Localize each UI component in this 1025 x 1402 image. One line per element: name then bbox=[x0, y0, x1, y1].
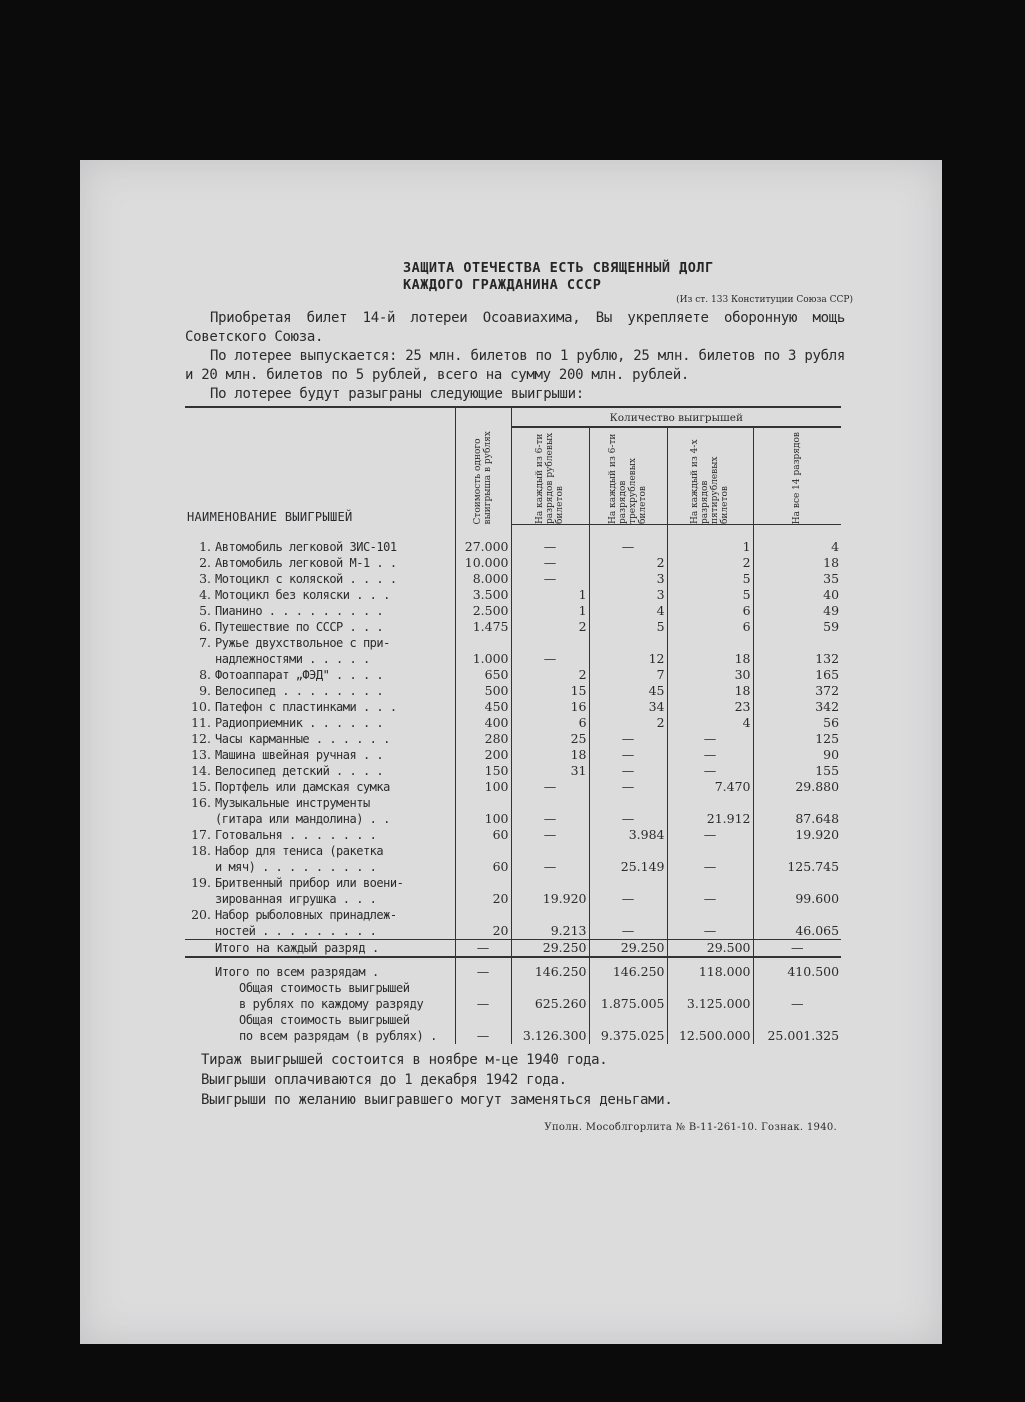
prize-name: ностей . . . . . . . . . bbox=[215, 924, 377, 938]
count-5rub: 5 bbox=[667, 587, 753, 603]
column-header-1rub: На каждый из 6-ти разрядов рублевых билетов bbox=[511, 427, 589, 525]
prize-value: 10.000 bbox=[455, 555, 511, 571]
count-total bbox=[753, 843, 841, 859]
summary-row-cost-all-ranks: Общая стоимость выигрышей по всем разрядам (в рублях) . — 3.126.300 9.375.025 12.500.000 25.001.325 bbox=[239, 1013, 840, 1043]
table-row bbox=[185, 859, 841, 875]
intro-paragraph-2: По лотерее выпускается: 25 млн. билетов по 1 рублю, 25 млн. билетов по 3 рубля и 20 млн. билетов по 5 рублей, всего на сумму 200 млн. рублей. bbox=[185, 348, 845, 383]
prize-value bbox=[455, 635, 511, 651]
count-3rub bbox=[589, 843, 667, 859]
row-number: 20. bbox=[191, 907, 211, 922]
count-1rub bbox=[511, 795, 589, 811]
prize-name: и мяч) . . . . . . . . . bbox=[215, 860, 377, 874]
row-number bbox=[185, 923, 213, 940]
prize-value bbox=[455, 843, 511, 859]
printer-imprint: Уполн. Мособлгорлита № В-11-261-10. Гознак. 1940. bbox=[544, 1122, 837, 1133]
count-1rub: 16 bbox=[511, 699, 589, 715]
prize-value: 1.475 bbox=[455, 619, 511, 635]
prize-name: Мотоцикл с коляской . . . . bbox=[215, 572, 397, 586]
prize-name: Пианино . . . . . . . . . bbox=[215, 604, 384, 618]
count-5rub: — bbox=[667, 827, 753, 843]
row-number: 8. bbox=[199, 667, 211, 682]
table-row bbox=[185, 683, 841, 699]
table-row bbox=[185, 811, 841, 827]
row-number: 2. bbox=[199, 555, 211, 570]
count-total: 165 bbox=[753, 667, 841, 683]
row-number: 4. bbox=[199, 587, 211, 602]
count-3rub: — bbox=[589, 747, 667, 763]
table-row bbox=[185, 875, 841, 891]
table-row bbox=[185, 827, 841, 843]
count-total: 99.600 bbox=[753, 891, 841, 907]
intro-paragraph-1: Приобретая билет 14-й лотереи Осоавиахима, Вы укрепляете оборонную мощь Советского Союза. bbox=[185, 310, 845, 345]
table-row bbox=[185, 619, 841, 635]
count-total: 56 bbox=[753, 715, 841, 731]
count-3rub: — bbox=[589, 811, 667, 827]
count-3rub: — bbox=[589, 763, 667, 779]
prize-value: 150 bbox=[455, 763, 511, 779]
count-1rub: — bbox=[511, 555, 589, 571]
table-row bbox=[185, 651, 841, 667]
count-3rub: 2 bbox=[589, 555, 667, 571]
constitution-source: (Из ст. 133 Конституции Союза ССР) bbox=[676, 295, 853, 305]
count-total: 90 bbox=[753, 747, 841, 763]
count-total: 49 bbox=[753, 603, 841, 619]
count-1rub: 6 bbox=[511, 715, 589, 731]
table-row bbox=[185, 843, 841, 859]
count-1rub bbox=[511, 907, 589, 923]
prize-name: Портфель или дамская сумка bbox=[215, 780, 390, 794]
table-row bbox=[185, 779, 841, 795]
row-number: 11. bbox=[191, 715, 211, 730]
count-5rub: 4 bbox=[667, 715, 753, 731]
prize-value bbox=[455, 907, 511, 923]
count-3rub: 3.984 bbox=[589, 827, 667, 843]
prize-name: Готовальня . . . . . . . bbox=[215, 828, 377, 842]
count-1rub: — bbox=[511, 827, 589, 843]
prize-name: Часы карманные . . . . . . bbox=[215, 732, 390, 746]
row-number: 15. bbox=[191, 779, 211, 794]
count-3rub: 3 bbox=[589, 587, 667, 603]
count-total: 132 bbox=[753, 651, 841, 667]
prize-rows bbox=[185, 525, 841, 940]
summary-row-cost-per-rank: Общая стоимость выигрышей в рублях по каждому разряду — 625.260 1.875.005 3.125.000 — bbox=[185, 980, 841, 1012]
prize-value: 650 bbox=[455, 667, 511, 683]
prize-name: Набор рыболовных принадлеж- bbox=[215, 908, 397, 922]
prize-name: Радиоприемник . . . . . . bbox=[215, 716, 384, 730]
count-total bbox=[753, 795, 841, 811]
table-row bbox=[185, 699, 841, 715]
prize-name: надлежностями . . . . . bbox=[215, 652, 370, 666]
row-number: 12. bbox=[191, 731, 211, 746]
count-5rub: 1 bbox=[667, 539, 753, 555]
row-number: 10. bbox=[191, 699, 211, 714]
count-total: 40 bbox=[753, 587, 841, 603]
table-row bbox=[185, 587, 841, 603]
count-1rub: 2 bbox=[511, 667, 589, 683]
count-1rub: 19.920 bbox=[511, 891, 589, 907]
table-row bbox=[185, 571, 841, 587]
count-5rub bbox=[667, 795, 753, 811]
prize-value: 100 bbox=[455, 811, 511, 827]
count-total: 4 bbox=[753, 539, 841, 555]
table-row bbox=[185, 747, 841, 763]
count-3rub: — bbox=[589, 731, 667, 747]
column-header-5rub: На каждый из 4-х разрядов пятирублевых билетов bbox=[667, 427, 753, 525]
count-1rub: — bbox=[511, 571, 589, 587]
row-number: 13. bbox=[191, 747, 211, 762]
count-1rub: 31 bbox=[511, 763, 589, 779]
count-5rub bbox=[667, 843, 753, 859]
count-total: 19.920 bbox=[753, 827, 841, 843]
count-3rub bbox=[589, 875, 667, 891]
table-row bbox=[185, 891, 841, 907]
count-total: 342 bbox=[753, 699, 841, 715]
count-1rub bbox=[511, 875, 589, 891]
count-5rub: 6 bbox=[667, 603, 753, 619]
ticket-content bbox=[185, 260, 853, 1133]
intro-paragraph-3: По лотерее будут разыграны следующие выигрыши: bbox=[210, 386, 584, 402]
count-1rub: 9.213 bbox=[511, 923, 589, 940]
row-number bbox=[185, 811, 213, 827]
count-1rub: 2 bbox=[511, 619, 589, 635]
count-5rub: — bbox=[667, 859, 753, 875]
count-total bbox=[753, 875, 841, 891]
count-5rub: — bbox=[667, 891, 753, 907]
row-number: 17. bbox=[191, 827, 211, 842]
count-5rub: 30 bbox=[667, 667, 753, 683]
prize-name: Велосипед . . . . . . . . bbox=[215, 684, 384, 698]
count-total: 125 bbox=[753, 731, 841, 747]
prize-name: Бритвенный прибор или воени- bbox=[215, 876, 404, 890]
count-5rub: 2 bbox=[667, 555, 753, 571]
count-3rub: 4 bbox=[589, 603, 667, 619]
count-3rub: — bbox=[589, 539, 667, 555]
summary-row-per-rank: Итого на каждый разряд . — 29.250 29.250 29.500 — bbox=[185, 940, 841, 958]
count-3rub: — bbox=[589, 923, 667, 940]
table-row bbox=[185, 763, 841, 779]
count-3rub: 3 bbox=[589, 571, 667, 587]
count-total: 46.065 bbox=[753, 923, 841, 940]
count-5rub: 18 bbox=[667, 651, 753, 667]
row-number: 14. bbox=[191, 763, 211, 778]
table-row bbox=[185, 715, 841, 731]
prize-value: 27.000 bbox=[455, 539, 511, 555]
row-number: 18. bbox=[191, 843, 211, 858]
count-total: 125.745 bbox=[753, 859, 841, 875]
table-row bbox=[185, 731, 841, 747]
count-3rub bbox=[589, 795, 667, 811]
prize-name: Путешествие по СССР . . . bbox=[215, 620, 384, 634]
count-5rub: 7.470 bbox=[667, 779, 753, 795]
count-5rub: 18 bbox=[667, 683, 753, 699]
prize-name: Автомобиль легковой М-1 . . bbox=[215, 556, 397, 570]
count-5rub: 5 bbox=[667, 571, 753, 587]
slogan bbox=[403, 260, 845, 294]
row-number: 5. bbox=[199, 603, 211, 618]
prize-name: зированная игрушка . . . bbox=[215, 892, 377, 906]
prize-value: 20 bbox=[455, 923, 511, 940]
column-header-name: НАИМЕНОВАНИЕ ВЫИГРЫШЕЙ bbox=[185, 407, 455, 525]
count-total: 35 bbox=[753, 571, 841, 587]
count-3rub: 2 bbox=[589, 715, 667, 731]
count-total bbox=[753, 907, 841, 923]
count-3rub: 45 bbox=[589, 683, 667, 699]
prizes-table bbox=[185, 406, 841, 1044]
prize-value: 1.000 bbox=[455, 651, 511, 667]
count-1rub: — bbox=[511, 859, 589, 875]
row-number: 19. bbox=[191, 875, 211, 890]
count-5rub bbox=[667, 875, 753, 891]
count-1rub: — bbox=[511, 811, 589, 827]
row-number: 7. bbox=[199, 635, 211, 650]
prize-name: Мотоцикл без коляски . . . bbox=[215, 588, 390, 602]
count-total: 155 bbox=[753, 763, 841, 779]
summary-rows bbox=[185, 940, 841, 1045]
count-3rub: 12 bbox=[589, 651, 667, 667]
prize-value bbox=[455, 795, 511, 811]
prize-name: Ружье двухствольное с при- bbox=[215, 636, 390, 650]
count-1rub: — bbox=[511, 779, 589, 795]
row-number bbox=[185, 891, 213, 907]
row-number: 3. bbox=[199, 571, 211, 586]
footer-cash-option: Выигрыши по желанию выигравшего могут заменяться деньгами. bbox=[201, 1092, 673, 1108]
prize-value: 3.500 bbox=[455, 587, 511, 603]
count-total: 372 bbox=[753, 683, 841, 699]
prize-value: 450 bbox=[455, 699, 511, 715]
prize-name: Музыкальные инструменты bbox=[215, 796, 370, 810]
summary-row-all-ranks: Итого по всем разрядам . — 146.250 146.250 118.000 410.500 bbox=[185, 957, 841, 980]
count-5rub: — bbox=[667, 763, 753, 779]
table-row bbox=[185, 795, 841, 811]
prize-value: 2.500 bbox=[455, 603, 511, 619]
column-group-header-count: Количество выигрышей bbox=[511, 407, 841, 427]
count-total bbox=[753, 635, 841, 651]
row-number: 1. bbox=[199, 539, 211, 554]
count-1rub: 1 bbox=[511, 603, 589, 619]
prize-name: Машина швейная ручная . . bbox=[215, 748, 384, 762]
prize-value: 8.000 bbox=[455, 571, 511, 587]
table-row bbox=[185, 667, 841, 683]
count-3rub: 34 bbox=[589, 699, 667, 715]
prize-value: 400 bbox=[455, 715, 511, 731]
count-1rub: — bbox=[511, 651, 589, 667]
count-5rub: 21.912 bbox=[667, 811, 753, 827]
prize-value: 20 bbox=[455, 891, 511, 907]
row-number bbox=[185, 859, 213, 875]
footer-draw-date: Тираж выигрышей состоится в ноябре м-це 1940 года. bbox=[201, 1052, 608, 1068]
count-5rub: — bbox=[667, 731, 753, 747]
count-total: 29.880 bbox=[753, 779, 841, 795]
count-1rub: 25 bbox=[511, 731, 589, 747]
count-5rub bbox=[667, 635, 753, 651]
prize-value: 500 bbox=[455, 683, 511, 699]
intro-text bbox=[185, 309, 845, 404]
column-header-3rub: На каждый из 6-ти разрядов трехрублевых билетов bbox=[589, 427, 667, 525]
prize-name: Велосипед детский . . . . bbox=[215, 764, 384, 778]
count-1rub bbox=[511, 843, 589, 859]
column-header-total: На все 14 разрядов bbox=[753, 427, 841, 525]
count-1rub: 15 bbox=[511, 683, 589, 699]
count-5rub: 6 bbox=[667, 619, 753, 635]
count-total: 87.648 bbox=[753, 811, 841, 827]
footer-payment-deadline: Выигрыши оплачиваются до 1 декабря 1942 года. bbox=[201, 1072, 567, 1088]
column-header-value: Стоимость одного выигрыша в рублях bbox=[455, 407, 511, 525]
slogan-line-1: ЗАЩИТА ОТЕЧЕСТВА ЕСТЬ СВЯЩЕННЫЙ ДОЛГ bbox=[403, 260, 714, 276]
count-total: 18 bbox=[753, 555, 841, 571]
prize-name: Фотоаппарат „ФЭД" . . . . bbox=[215, 668, 384, 682]
count-1rub: 1 bbox=[511, 587, 589, 603]
count-3rub: — bbox=[589, 779, 667, 795]
count-3rub: 5 bbox=[589, 619, 667, 635]
prize-name: Набор для тениса (ракетка bbox=[215, 844, 384, 858]
lottery-ticket-back bbox=[80, 160, 942, 1344]
table-row bbox=[185, 923, 841, 940]
count-3rub: — bbox=[589, 891, 667, 907]
count-3rub: 7 bbox=[589, 667, 667, 683]
prize-value: 280 bbox=[455, 731, 511, 747]
count-total: 59 bbox=[753, 619, 841, 635]
count-1rub: 18 bbox=[511, 747, 589, 763]
row-number bbox=[185, 651, 213, 667]
count-5rub bbox=[667, 907, 753, 923]
footer-notes bbox=[201, 1050, 845, 1110]
count-5rub: 23 bbox=[667, 699, 753, 715]
prize-name: (гитара или мандолина) . . bbox=[215, 812, 390, 826]
count-1rub bbox=[511, 635, 589, 651]
prize-value bbox=[455, 875, 511, 891]
table-row bbox=[185, 555, 841, 571]
count-5rub: — bbox=[667, 923, 753, 940]
count-3rub bbox=[589, 907, 667, 923]
count-3rub bbox=[589, 635, 667, 651]
prize-value: 60 bbox=[455, 859, 511, 875]
row-number: 6. bbox=[199, 619, 211, 634]
prize-value: 60 bbox=[455, 827, 511, 843]
count-5rub: — bbox=[667, 747, 753, 763]
table-row bbox=[185, 635, 841, 651]
prize-value: 100 bbox=[455, 779, 511, 795]
table-row bbox=[185, 539, 841, 555]
row-number: 16. bbox=[191, 795, 211, 810]
prize-value: 200 bbox=[455, 747, 511, 763]
prize-name: Патефон с пластинками . . . bbox=[215, 700, 397, 714]
table-row bbox=[185, 603, 841, 619]
count-3rub: 25.149 bbox=[589, 859, 667, 875]
row-number: 9. bbox=[199, 683, 211, 698]
slogan-line-2: КАЖДОГО ГРАЖДАНИНА СССР bbox=[403, 277, 602, 293]
count-1rub: — bbox=[511, 539, 589, 555]
table-row bbox=[185, 907, 841, 923]
prize-name: Автомобиль легковой ЗИС-101 bbox=[215, 540, 397, 554]
